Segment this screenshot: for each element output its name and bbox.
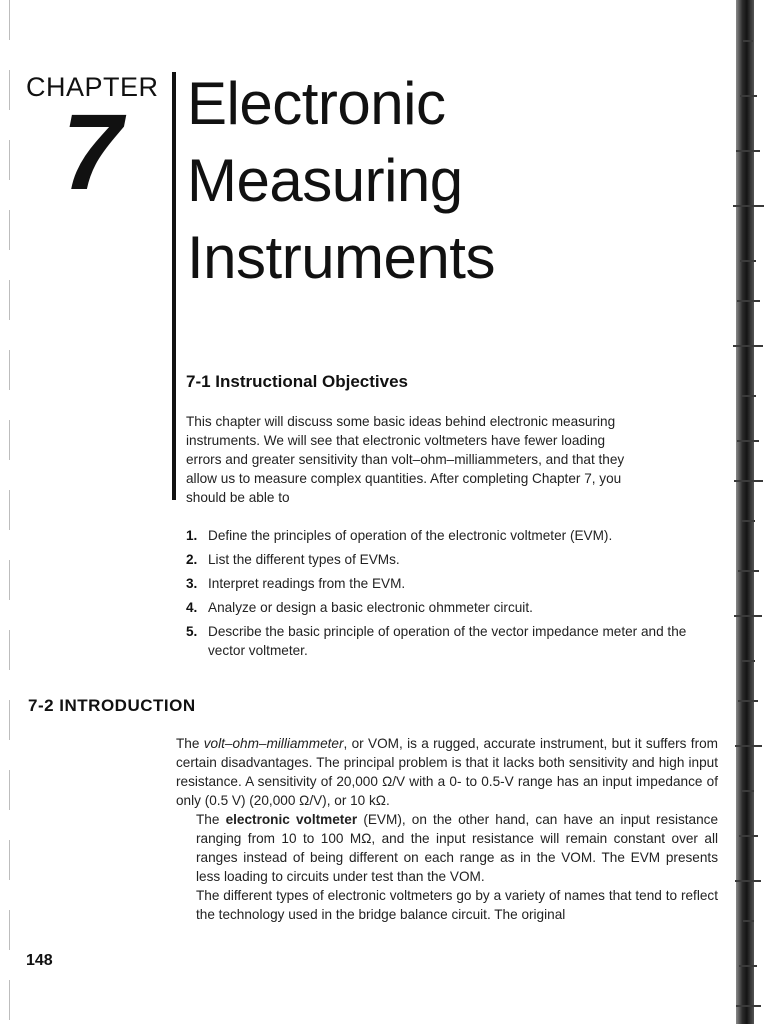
binding-streak (743, 920, 754, 922)
binding-streak (739, 835, 758, 837)
italic-term: volt–ohm–milliammeter (203, 736, 344, 751)
list-item (186, 622, 716, 660)
book-binding-shadow (722, 0, 768, 1024)
scan-left-edge (9, 0, 10, 1024)
binding-streak (738, 700, 758, 702)
chapter-title-line-2: Measuring (187, 147, 463, 214)
section-heading-objectives: 7-1 Instructional Objectives (186, 372, 409, 391)
objectives-list (186, 526, 716, 665)
page-number: 148 (26, 952, 53, 969)
binding-streak (737, 440, 759, 442)
text-run: (EVM), on the other hand, can have an input resistance ranging from 10 to 100 MΩ, and the input resistance will remain constant over all ranges instead of being different on each range as in the VOM. The EVM presents less loading to circuits under test than the VOM. (196, 812, 719, 884)
list-item (186, 574, 716, 593)
list-item (186, 598, 716, 617)
binding-core (736, 0, 754, 1024)
objective-text: Analyze or design a basic electronic ohmmeter circuit. (208, 600, 533, 615)
objective-number: 1. (186, 528, 198, 543)
chapter-number: 7 (62, 91, 123, 212)
objective-text: Define the principles of operation of the electronic voltmeter (EVM). (208, 528, 613, 543)
text-run: The (196, 812, 226, 827)
intro-line: should be able to (186, 490, 290, 505)
binding-streak (733, 205, 764, 207)
binding-streak (741, 520, 755, 522)
intro-line: errors and greater sensitivity than volt–ohm–milliammeters, and that they (186, 452, 625, 467)
intro-paragraph-2 (176, 810, 718, 886)
title-rule (172, 72, 176, 500)
binding-streak (735, 880, 761, 882)
binding-streak (735, 745, 762, 747)
intro-paragraph-3: The different types of electronic voltmeters go by a variety of names that tend to reflect the technology used in the bridge balance circuit. The original (196, 888, 718, 922)
binding-streak (743, 40, 753, 42)
binding-streak (734, 615, 762, 617)
objective-text: Describe the basic principle of operation of the vector impedance meter and the vector voltmeter. (208, 624, 687, 658)
binding-streak (740, 260, 756, 262)
binding-streak (742, 660, 755, 662)
list-item (186, 526, 716, 545)
binding-streak (733, 345, 763, 347)
objective-number: 4. (186, 600, 198, 615)
list-item (186, 550, 716, 569)
intro-line: instruments. We will see that electronic voltmeters have fewer loading (186, 433, 606, 448)
intro-line: allow us to measure complex quantities. After completing Chapter 7, you (186, 471, 622, 486)
binding-streak (736, 1005, 761, 1007)
intro-paragraph-1 (176, 734, 718, 810)
binding-streak (737, 300, 760, 302)
binding-streak (738, 570, 759, 572)
chapter-title-line-1: Electronic (187, 70, 446, 137)
binding-streak (741, 395, 756, 397)
section-heading-introduction: 7-2 INTRODUCTION (28, 696, 196, 715)
objectives-intro (186, 412, 704, 507)
text-run: , or VOM, is a rugged, accurate instrument, but it suffers from certain disadvantages. The principal problem is that it lacks both sensitivity and high input resistance. A sensitivity of 20,000 Ω/V with a 0- to 0.5-V range has an input impedance of only (0.5 V) (20,000 Ω/V), or 10 kΩ. (176, 736, 718, 808)
objective-text: List the different types of EVMs. (208, 552, 400, 567)
introduction-body (176, 734, 718, 924)
binding-streak (734, 480, 763, 482)
intro-line: This chapter will discuss some basic ideas behind electronic measuring (186, 414, 616, 429)
binding-streak (739, 965, 757, 967)
objective-number: 3. (186, 576, 198, 591)
text-run: The (176, 736, 204, 751)
binding-streak (742, 790, 754, 792)
objective-number: 2. (186, 552, 198, 567)
objective-number: 5. (186, 624, 198, 639)
objective-text: Interpret readings from the EVM. (208, 576, 406, 591)
bold-term: electronic voltmeter (225, 812, 358, 827)
binding-streak (736, 150, 760, 152)
chapter-label: CHAPTER (26, 72, 159, 102)
binding-streak (740, 95, 757, 97)
chapter-title-line-3: Instruments (187, 224, 495, 291)
